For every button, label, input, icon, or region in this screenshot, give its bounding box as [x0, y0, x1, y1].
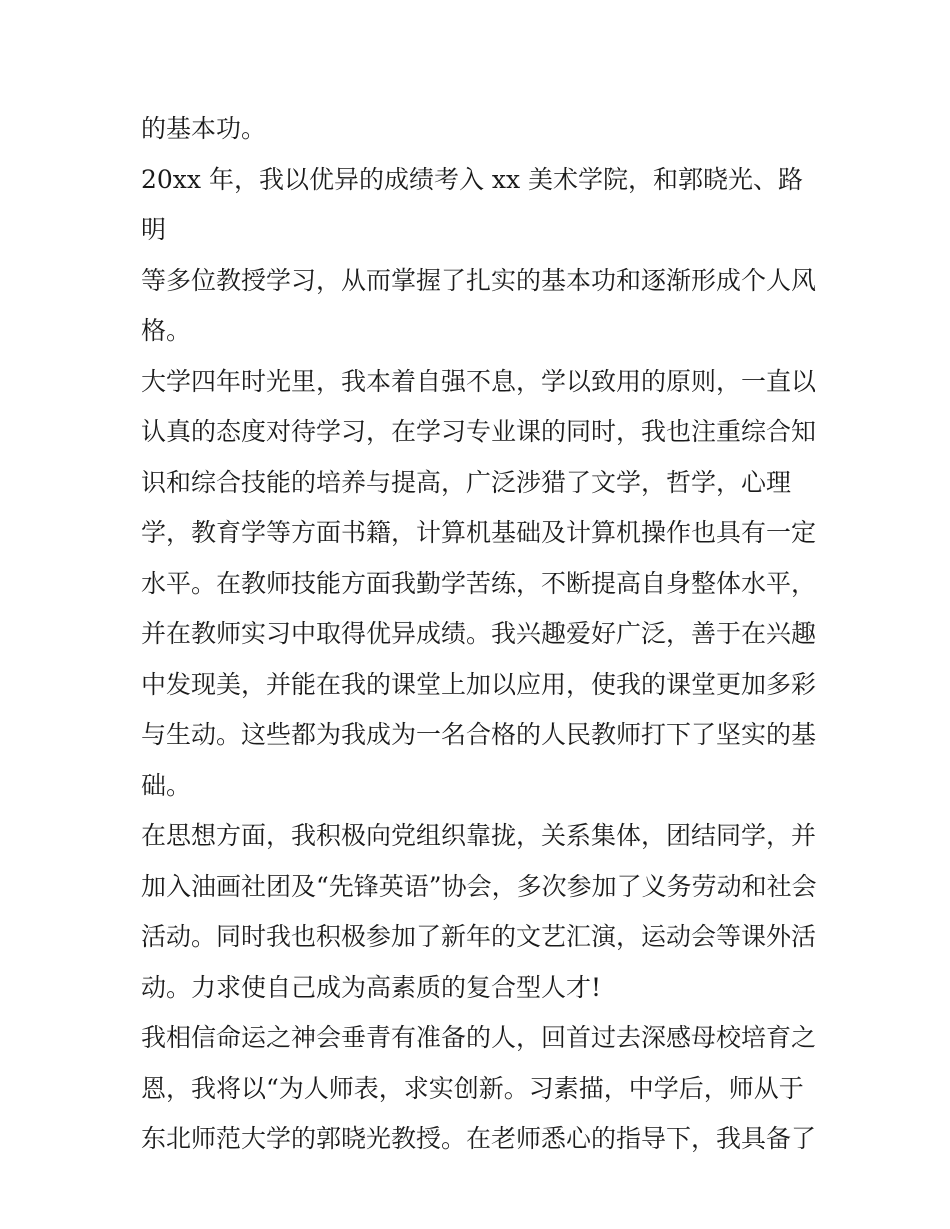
document-body: [141, 104, 821, 1165]
paragraph-5: 我相信命运之神会垂青有准备的人，回首过去深感母校培育之 恩，我将以“为人师表，求实创新。习素描，中学后，师从于 东北师范大学的郭晓光教授。在老师悉心的指导下，我具备了: [141, 1023, 817, 1153]
paragraph-2: 20xx 年，我以优异的成绩考入 xx 美术学院，和郭晓光、路明 等多位教授学习，从而掌握了扎实的基本功和逐渐形成个人风 格。: [141, 164, 817, 345]
paragraph-1: 的基本功。: [141, 114, 267, 143]
paragraph-3: 大学四年时光里，我本着自强不息，学以致用的原则，一直以 认真的态度对待学习，在学习专业课的同时，我也注重综合知 识和综合技能的培养与提高，广泛涉猎了文学，哲学，心理 学，教育学等方面书籍，计算机基础及计算机操作也具有一定 水平。在教师技能方面我勤学苦练，不断提高自身整体水平， 并在教师实习中取得优异成绩。我兴趣爱好广泛，善于在兴趣 中发现美，并能在我的课堂上加以应用，使我的课堂更加多彩 与生动。这些都为我成为一名合格的人民教师打下了坚实的基 础。: [141, 366, 817, 800]
paragraph-4: 在思想方面，我积极向党组织靠拢，关系集体，团结同学，并 加入油画社团及“先锋英语”协会，多次参加了义务劳动和社会 活动。同时我也积极参加了新年的文艺汇演，运动会等课外活 动。力求使自己成为高素质的复合型人才!: [141, 821, 817, 1002]
